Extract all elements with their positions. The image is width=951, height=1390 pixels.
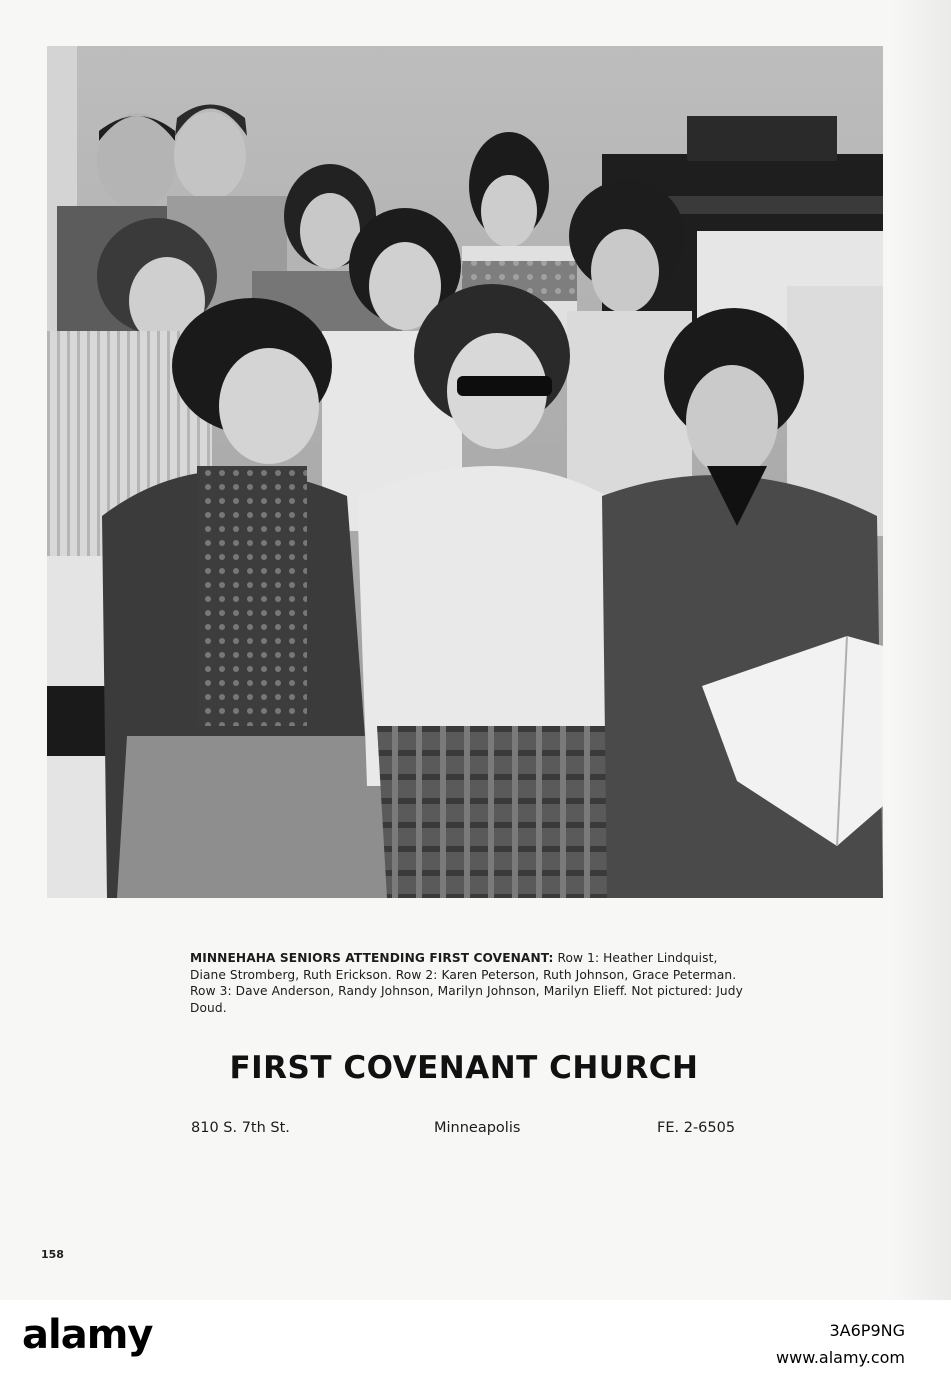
caption-text: Row 1: Heather Lindquist, Diane Stromberg, Ruth Erickson. Row 2: Karen Peterson, Ruth Johnson, Grace Peterman. Row 3: Dave Anderson, Randy Johnson, Marilyn Johnson, Marilyn Elieff. Not pictured: Judy Doud. (190, 951, 743, 1015)
church-title: FIRST COVENANT CHURCH (229, 1050, 699, 1086)
stock-brand-logo: alamy (22, 1312, 153, 1358)
photo-caption (190, 950, 750, 1016)
church-address: 810 S. 7th St. (191, 1120, 290, 1136)
church-phone: FE. 2-6505 (657, 1120, 736, 1136)
group-photo-illustration (47, 46, 883, 898)
page-edge-shadow (891, 0, 951, 1300)
caption-lead: MINNEHAHA SENIORS ATTENDING FIRST COVENANT: (190, 951, 554, 965)
page-number: 158 (41, 1248, 64, 1261)
church-city: Minneapolis (434, 1120, 521, 1136)
stock-image-id: 3A6P9NG (829, 1321, 905, 1340)
group-photo (47, 46, 883, 898)
stock-url: www.alamy.com (776, 1348, 905, 1367)
